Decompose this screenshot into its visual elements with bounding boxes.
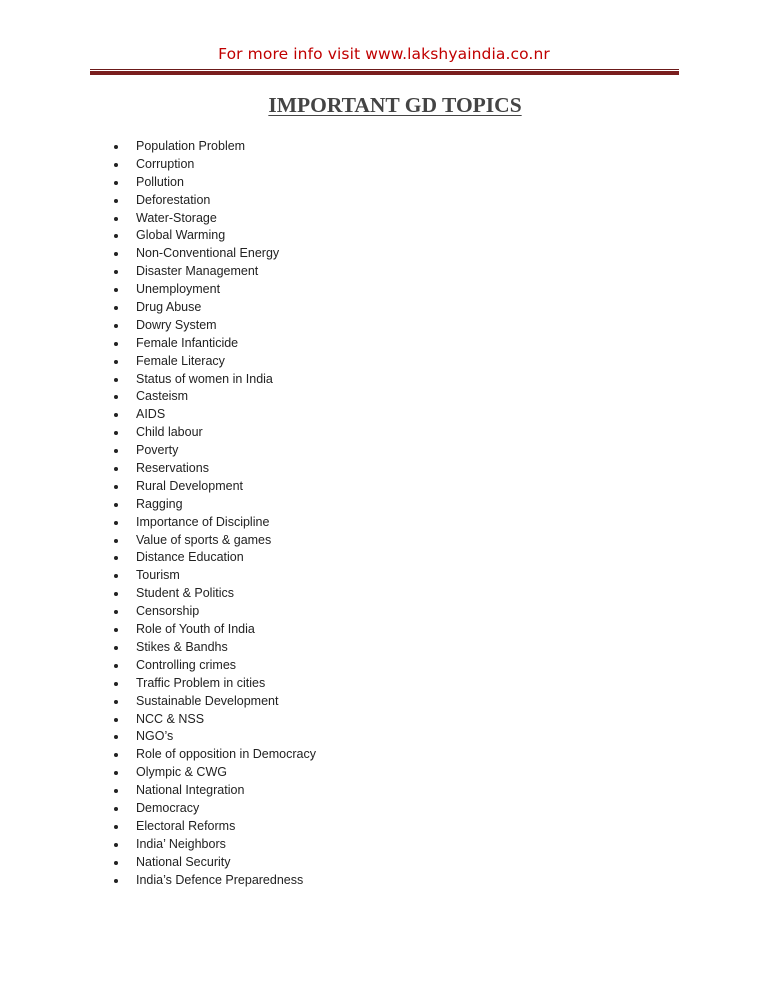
bullet-icon [114, 789, 118, 793]
topic-label: Controlling crimes [136, 657, 237, 672]
list-item [0, 442, 316, 460]
list-item [0, 711, 316, 729]
bullet-icon [114, 718, 118, 722]
page-title [0, 93, 768, 118]
topic-label: Sustainable Development [136, 693, 279, 708]
topic-label: Student & Politics [136, 586, 234, 601]
topic-label: Electoral Reforms [136, 818, 236, 833]
list-item [0, 174, 316, 192]
topic-label: Status of women in India [136, 371, 273, 386]
bullet-icon [114, 825, 118, 829]
list-item [0, 192, 316, 210]
list-item [0, 353, 316, 371]
bullet-icon [114, 592, 118, 596]
bullet-icon [114, 521, 118, 525]
topic-label: Water-Storage [136, 210, 217, 225]
bullet-icon [114, 879, 118, 883]
topic-label: Population Problem [136, 139, 246, 153]
list-item [0, 532, 316, 550]
list-item [0, 245, 316, 263]
topic-label: Role of Youth of India [136, 622, 255, 637]
header-rule-thick [90, 71, 679, 75]
bullet-icon [114, 378, 118, 382]
topic-label: National Security [136, 854, 231, 869]
bullet-icon [114, 771, 118, 775]
header-info-link: For more info visit www.lakshyaindia.co.nr [218, 45, 550, 63]
bullet-icon [114, 646, 118, 650]
bullet-icon [114, 217, 118, 221]
list-item [0, 854, 316, 872]
bullet-icon [114, 735, 118, 739]
bullet-icon [114, 288, 118, 292]
topic-label: India’s Defence Preparedness [136, 872, 304, 887]
bullet-icon [114, 163, 118, 167]
list-item [0, 371, 316, 389]
topic-label: Casteism [136, 389, 189, 404]
topic-label: Poverty [136, 443, 179, 458]
bullet-icon [114, 270, 118, 274]
topic-label: Female Literacy [136, 353, 225, 368]
list-item [0, 460, 316, 478]
topic-label: Traffic Problem in cities [136, 675, 266, 690]
list-item [0, 836, 316, 854]
list-item [0, 639, 316, 657]
bullet-icon [114, 556, 118, 560]
bullet-icon [114, 145, 118, 149]
topic-label: Unemployment [136, 282, 221, 297]
bullet-icon [114, 861, 118, 865]
list-item [0, 800, 316, 818]
list-item [0, 299, 316, 317]
topic-label: Distance Education [136, 550, 244, 565]
list-item [0, 281, 316, 299]
topic-label: Drug Abuse [136, 300, 202, 315]
topic-label: Global Warming [136, 228, 226, 243]
bullet-icon [114, 539, 118, 543]
bullet-icon [114, 700, 118, 704]
list-item [0, 227, 316, 245]
topic-label: NGO’s [136, 729, 174, 744]
list-item [0, 693, 316, 711]
list-item [0, 263, 316, 281]
bullet-icon [114, 485, 118, 489]
bullet-icon [114, 360, 118, 364]
list-item [0, 782, 316, 800]
bullet-icon [114, 395, 118, 399]
list-item [0, 156, 316, 174]
topic-label: Democracy [136, 800, 200, 815]
list-item [0, 764, 316, 782]
bullet-icon [114, 234, 118, 238]
list-item [0, 210, 316, 228]
topic-label: Pollution [136, 174, 184, 189]
list-item [0, 585, 316, 603]
bullet-icon [114, 413, 118, 417]
list-item [0, 872, 316, 890]
topic-label: Role of opposition in Democracy [136, 747, 316, 762]
list-item [0, 514, 316, 532]
topic-label: Tourism [136, 568, 180, 583]
topic-label: Disaster Management [136, 264, 259, 279]
list-item [0, 603, 316, 621]
bullet-icon [114, 753, 118, 757]
bullet-icon [114, 342, 118, 346]
bullet-icon [114, 431, 118, 435]
bullet-icon [114, 324, 118, 328]
topic-label: Dowry System [136, 317, 217, 332]
bullet-icon [114, 503, 118, 507]
bullet-icon [114, 199, 118, 203]
list-item [0, 406, 316, 424]
bullet-icon [114, 306, 118, 310]
bullet-icon [114, 682, 118, 686]
topic-label: Olympic & CWG [136, 765, 227, 780]
topic-label: Importance of Discipline [136, 514, 270, 529]
list-item [0, 335, 316, 353]
topic-label: Censorship [136, 604, 200, 619]
list-item [0, 818, 316, 836]
list-item [0, 621, 316, 639]
topic-list [0, 138, 316, 889]
bullet-icon [114, 664, 118, 668]
bullet-icon [114, 807, 118, 811]
bullet-icon [114, 467, 118, 471]
list-item [0, 388, 316, 406]
list-item [0, 746, 316, 764]
list-item [0, 549, 316, 567]
list-item [0, 478, 316, 496]
list-item [0, 424, 316, 442]
topic-label: Stikes & Bandhs [136, 639, 228, 654]
topic-label: AIDS [136, 407, 166, 422]
bullet-icon [114, 610, 118, 614]
page-title-text: IMPORTANT GD TOPICS [268, 93, 522, 117]
list-item [0, 317, 316, 335]
bullet-icon [114, 252, 118, 256]
topic-label: Reservations [136, 461, 209, 476]
topic-label: Ragging [136, 496, 183, 511]
topic-label: National Integration [136, 783, 245, 798]
topic-label: Deforestation [136, 192, 211, 207]
bullet-icon [114, 628, 118, 632]
list-item [0, 675, 316, 693]
header-rule-thin [90, 69, 679, 70]
bullet-icon [114, 181, 118, 185]
topic-label: Child labour [136, 425, 203, 440]
topic-label: Female Infanticide [136, 335, 239, 350]
list-item [0, 728, 316, 746]
list-item [0, 496, 316, 514]
topic-label: Corruption [136, 156, 195, 171]
list-item [0, 138, 316, 156]
bullet-icon [114, 843, 118, 847]
topic-label: Non-Conventional Energy [136, 246, 280, 261]
bullet-icon [114, 449, 118, 453]
topic-label: India’ Neighbors [136, 836, 226, 851]
topic-label: Rural Development [136, 478, 243, 493]
list-item [0, 657, 316, 675]
bullet-icon [114, 574, 118, 578]
topic-label: Value of sports & games [136, 532, 272, 547]
topic-label: NCC & NSS [136, 711, 205, 726]
list-item [0, 567, 316, 585]
